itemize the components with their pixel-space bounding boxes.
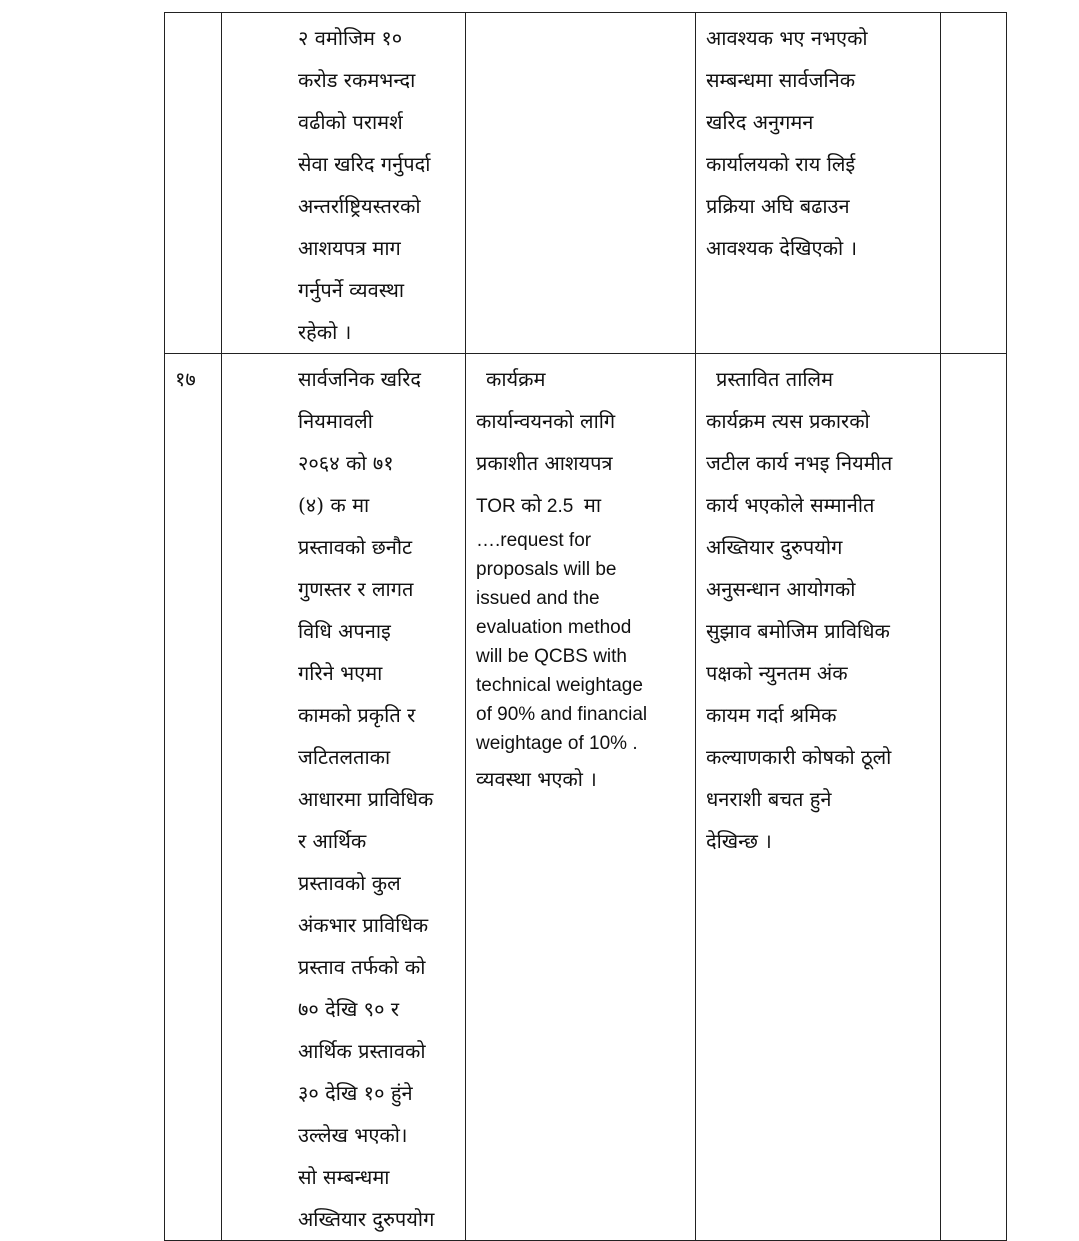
quote-line: of 90% and financial xyxy=(476,704,648,725)
provision-text xyxy=(222,13,465,353)
text-line: प्रस्तावको छनौट xyxy=(298,535,413,559)
text-line: कल्याणकारी कोषको ठूलो xyxy=(706,745,892,769)
provision-text xyxy=(222,354,465,1240)
remarks-text xyxy=(696,13,940,269)
text-line: रहेको । xyxy=(298,320,352,344)
provision-cell xyxy=(222,13,466,354)
tor-connector: को xyxy=(521,493,542,517)
text-line: करोड रकमभन्दा xyxy=(298,68,416,92)
text-line: नियमावली xyxy=(298,409,373,433)
text-line: अंकभार प्राविधिक xyxy=(298,913,429,937)
text-line: जटितलताका xyxy=(298,745,391,769)
tor-label: TOR xyxy=(476,496,516,517)
text-line: कार्यक्रम xyxy=(486,367,546,391)
quote-line: ….request for xyxy=(476,530,592,551)
remarks-text xyxy=(696,354,940,862)
text-line: पक्षको न्युनतम अंक xyxy=(706,661,848,685)
tor-reference-line xyxy=(476,484,695,526)
text-line: व्यवस्था भएको । xyxy=(476,767,597,791)
text-line: कार्यान्वयनको लागि xyxy=(476,409,616,433)
text-line: कार्यालयको राय लिई xyxy=(706,152,856,176)
text-line: सार्वजनिक खरिद xyxy=(298,367,421,391)
text-line: अन्तर्राष्ट्रियस्तरको xyxy=(298,194,421,218)
text-line: खरिद अनुगमन xyxy=(706,110,814,134)
text-line: गुणस्तर र लागत xyxy=(298,577,414,601)
text-line: कार्यक्रम त्यस प्रकारको xyxy=(706,409,870,433)
quote-line: evaluation method xyxy=(476,617,632,638)
text-line: वढीको परामर्श xyxy=(298,110,403,134)
implementation-text xyxy=(466,354,695,800)
text-line: कामको प्रकृति र xyxy=(298,703,416,727)
text-line: अनुसन्धान आयोगको xyxy=(706,577,856,601)
text-line: कार्य भएकोले सम्मानीत xyxy=(706,493,875,517)
quote-line: proposals will be xyxy=(476,559,617,580)
provision-cell xyxy=(222,354,466,1241)
extra-cell xyxy=(941,354,1007,1241)
tor-section-number: 2.5 xyxy=(546,496,574,517)
text-line: सो सम्बन्धमा xyxy=(298,1165,390,1189)
quote-line: will be QCBS with xyxy=(476,646,627,667)
text-line: आधारमा प्राविधिक xyxy=(298,787,434,811)
quote-line: issued and the xyxy=(476,588,600,609)
quote-line: technical weightage xyxy=(476,675,643,696)
text-line: गरिने भएमा xyxy=(298,661,383,685)
text-line: २०६४ को ७१ xyxy=(298,451,394,475)
text-line: र आर्थिक xyxy=(298,829,367,853)
text-line: धनराशी बचत हुने xyxy=(706,787,832,811)
remarks-cell xyxy=(696,13,941,354)
text-line: आशयपत्र माग xyxy=(298,236,401,260)
implementation-cell xyxy=(466,13,696,354)
text-line: सम्बन्धमा सार्वजनिक xyxy=(706,68,856,92)
text-line: कायम गर्दा श्रमिक xyxy=(706,703,837,727)
text-line: ७० देखि ९० र xyxy=(298,997,400,1021)
table-row-17 xyxy=(165,354,1007,1241)
serial-cell xyxy=(165,354,222,1241)
text-line: अख्तियार दुरुपयोग xyxy=(706,535,843,559)
text-line: आवश्यक देखिएको । xyxy=(706,236,858,260)
serial-number xyxy=(165,13,221,17)
text-line: २ वमोजिम १० xyxy=(298,26,403,50)
implementation-cell xyxy=(466,354,696,1241)
text-line: विधि अपनाइ xyxy=(298,619,391,643)
serial-number: १७ xyxy=(175,367,196,391)
text-line: प्रस्तावको कुल xyxy=(298,871,401,895)
text-line: प्रकाशीत आशयपत्र xyxy=(476,451,613,475)
quote-line: weightage of 10% . xyxy=(476,733,638,754)
extra-cell xyxy=(941,13,1007,354)
text-line: सेवा खरिद गर्नुपर्दा xyxy=(298,152,431,176)
text-line: अख्तियार दुरुपयोग xyxy=(298,1207,435,1231)
text-line: आवश्यक भए नभएको xyxy=(706,26,868,50)
table-row-continued xyxy=(165,13,1007,354)
text-line: आर्थिक प्रस्तावको xyxy=(298,1039,426,1063)
text-line: गर्नुपर्ने व्यवस्था xyxy=(298,278,405,302)
text-line: प्रक्रिया अघि बढाउन xyxy=(706,194,850,218)
text-line: प्रस्ताव तर्फको को xyxy=(298,955,426,979)
text-line: देखिन्छ । xyxy=(706,829,772,853)
text-line: ३० देखि १० हुंने xyxy=(298,1081,413,1105)
text-line: (४) क मा xyxy=(298,493,370,517)
tor-suffix: मा xyxy=(583,493,601,517)
text-line: जटील कार्य नभइ नियमीत xyxy=(706,451,893,475)
text-line: उल्लेख भएको। xyxy=(298,1123,408,1147)
remarks-cell xyxy=(696,354,941,1241)
text-line: प्रस्तावित तालिम xyxy=(716,367,834,391)
serial-cell xyxy=(165,13,222,354)
text-line: सुझाव बमोजिम प्राविधिक xyxy=(706,619,890,643)
findings-table xyxy=(164,12,1007,1241)
